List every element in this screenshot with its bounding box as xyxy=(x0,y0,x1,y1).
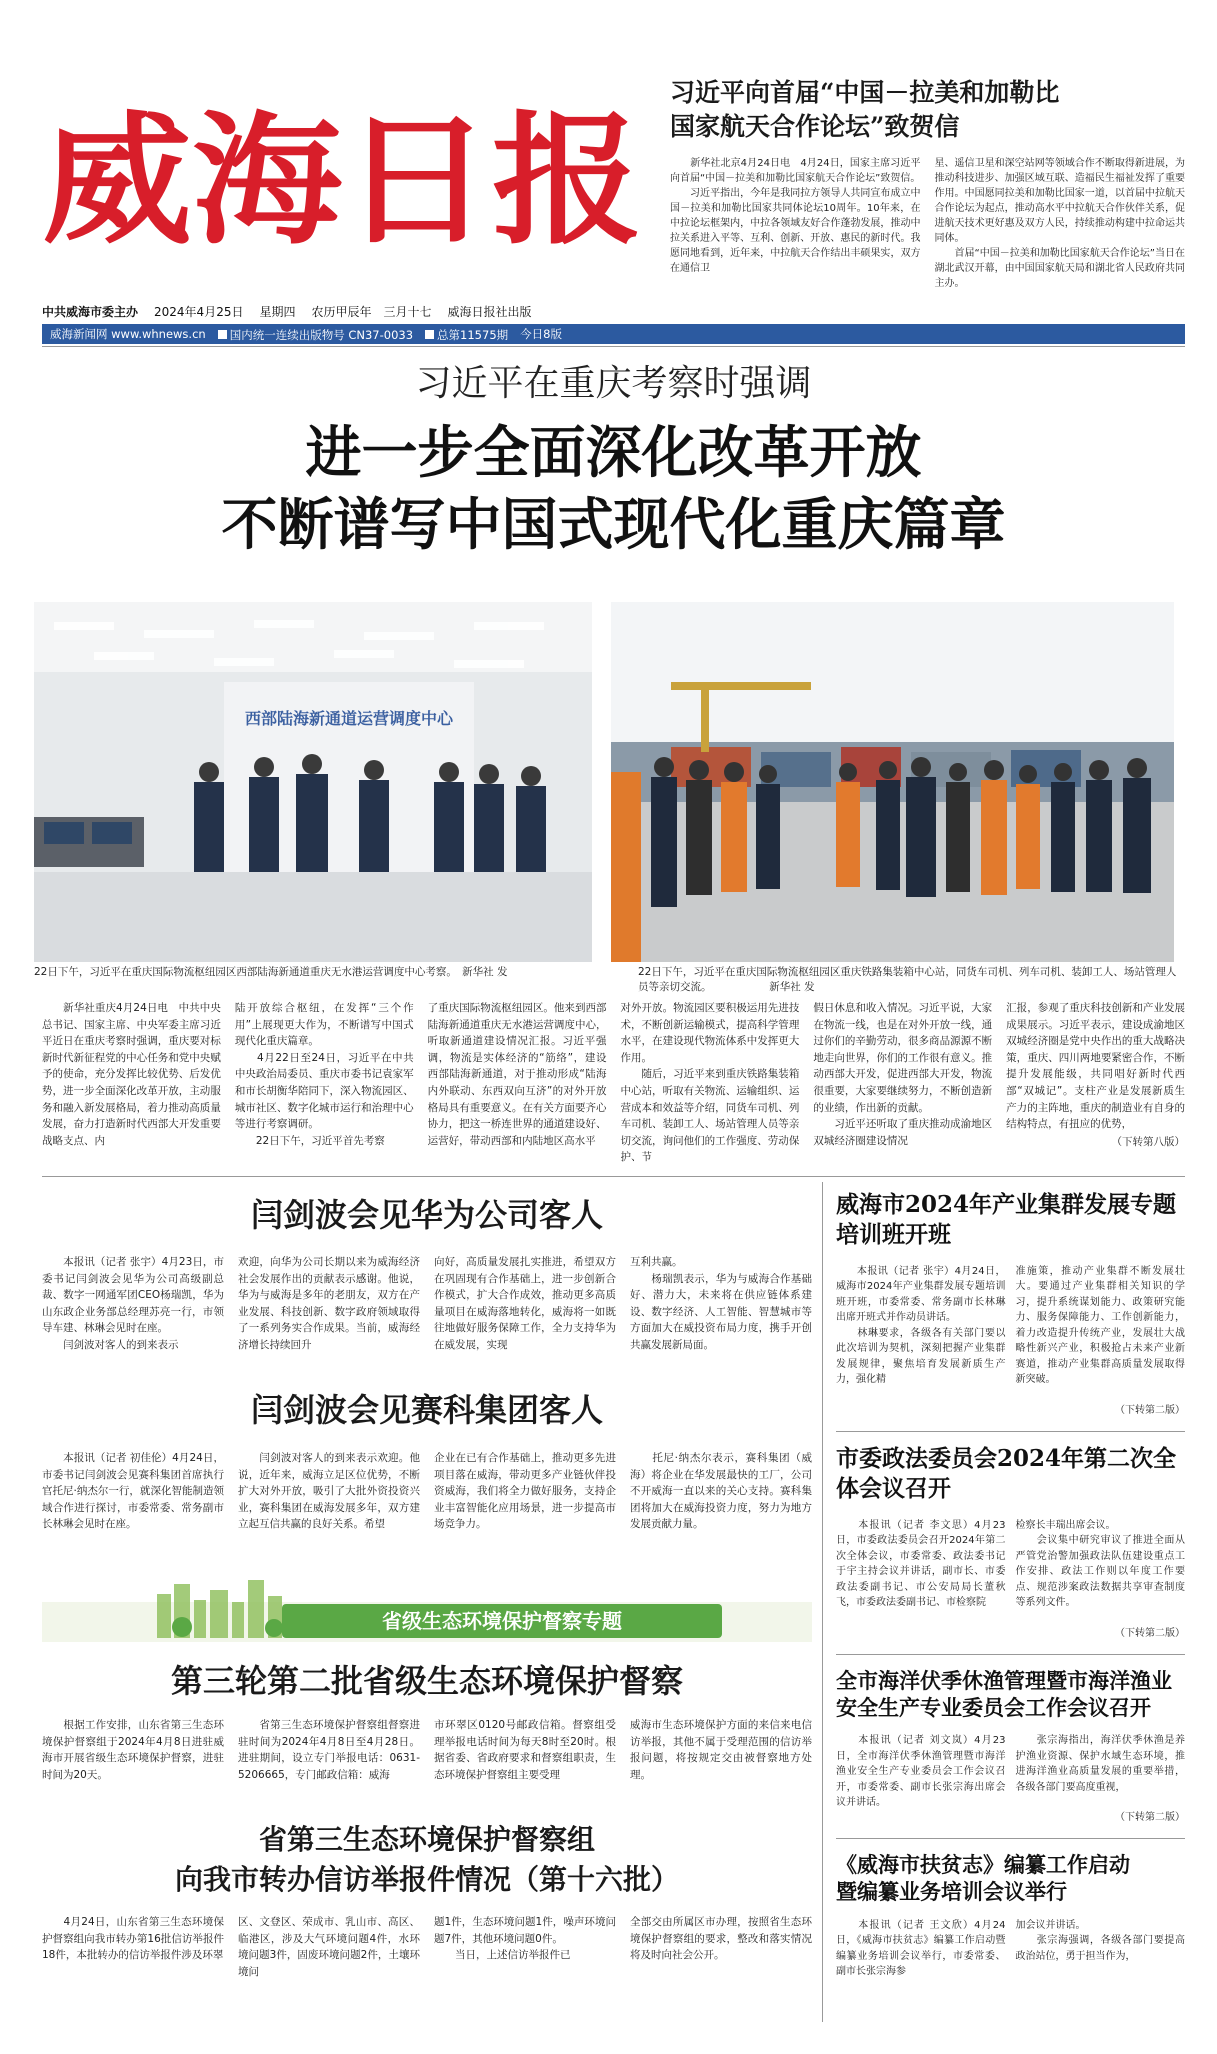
eco-headline: 第三轮第二批省级生态环境保护督察 xyxy=(170,1662,683,1700)
eco-body xyxy=(42,1717,812,1801)
eco-col-1: 根据工作安排，山东省第三生态环境保护督察组于2024年4月8日进驻威海市开展省级生态环境保护督察，进驻时间为20天。 xyxy=(42,1719,224,1781)
top-story xyxy=(670,76,1185,318)
divider xyxy=(836,1654,1185,1655)
lead-photo-2 xyxy=(611,602,1174,962)
lead-col-1: 新华社重庆4月24日电 中共中央总书记、国家主席、中央军委主席习近平近日在重庆考察时强调，重庆要对标新时代新征程党的中心任务和党中央赋予的使命，充分发挥比较优势、后发优势，进一步全面深化改革开放，主动服务和融入新发展格局，着力推动高质量发展，奋力打造新时代西部大开发重要战略支点、内 xyxy=(42,1002,221,1147)
fishing-headline: 全市海洋伏季休渔管理暨市海洋渔业安全生产专业委员会工作会议召开 xyxy=(836,1667,1172,1720)
lead-headline-1: 进一步全面深化改革开放 xyxy=(305,420,922,486)
eco-sub-col-2: 区、文登区、荣成市、乳山市、高区、临港区，涉及大气环境问题4件，水环境问题3件，固废环境问题2件，土壤环境问 xyxy=(238,1916,420,1978)
lead-photo-2-caption: 22日下午，习近平在重庆国际物流枢纽园区重庆铁路集装箱中心站，同货车司机、列车司机、装卸工人、场站管理人员等亲切交流。 新华社 发 xyxy=(638,966,1177,993)
top-story-col-2: 星、遥信卫星和深空站网等领域合作不断取得新进展，为推动科技进步、加强区域互联、造福民生福祉发挥了重要作用。中国愿同拉美和加勒比国家一道，以首届中拉航天合作论坛为起点，推动高水平中拉航天合作伙伴关系，促进航天技术更好惠及双方人民，持续推动构建中拉命运共同体。 首届“中国－拉美和加勒比国家航天合作论坛”当日在湖北武汉开幕，由中国国家航天局和湖北省人民政府共同主办。 xyxy=(934,158,1185,289)
date: 2024年4月25日 xyxy=(154,305,244,319)
issuer: 威海日报社出版 xyxy=(447,305,532,319)
masthead-logo xyxy=(42,70,652,270)
column-divider xyxy=(822,1182,823,2022)
eco-col-3: 市环翠区0120号邮政信箱。督察组受理举报电话时间为每天8时至20时。根据省委、省政府要求和督察组职责，生态环境保护督察组主要受理 xyxy=(434,1719,616,1781)
political-col-2: 检察长丰瑞出席会议。 会议集中研究审议了推进全面从严管党治警加强政法队伍建设重点工作安排、政法工作则以年度工作要点、规范涉案政法数据共享审查制度等系列文件。 xyxy=(1015,1519,1185,1609)
political-continued: （下转第二版） xyxy=(1115,1627,1185,1639)
weekday: 星期四 xyxy=(259,305,296,319)
industry-col-2: 准施策，推动产业集群不断发展壮大。要通过产业集群相关知识的学习，提升系统谋划能力、政策研究能力、服务保障能力、工作创新能力，着力改造提升传统产业，发展壮大战略性新兴产业，积极抢占未来产业新赛道，推动产业集群高质量发展取得新突破。 xyxy=(1015,1265,1185,1386)
thermo-col-1: 本报讯（记者 初佳伦）4月24日，市委书记闫剑波会见赛科集团首席执行官托尼·纳杰尔一行，就深化智能制造领域合作进行探讨，市委常委、常务副市长林琳会见时在座。 xyxy=(42,1452,224,1531)
lead-photo-1-caption: 22日下午，习近平在重庆国际物流枢纽园区西部陆海新通道重庆无水港运营调度中心考察。 新华社 发 xyxy=(34,966,508,978)
masthead-info-bar xyxy=(42,324,1185,344)
eco-sub-col-4: 全部交由所属区市办理，按照省生态环境保护督察组的要求，整改和落实情况将及时向社会公开。 xyxy=(630,1916,812,1962)
lunar-date: 农历甲辰年 三月十七 xyxy=(311,305,432,319)
huawei-col-2: 欢迎，向华为公司长期以来为威海经济社会发展作出的贡献表示感谢。他说，华为与威海是多年的老朋友，双方在产业发展、科技创新、数字政府领域取得了一系列务实合作成果。当前，威海经济增长持续回升 xyxy=(238,1256,420,1351)
industry-headline: 威海市2024年产业集群发展专题培训班开班 xyxy=(836,1191,1177,1248)
right-column xyxy=(836,1190,1185,1980)
lead-kicker: 习近平在重庆考察时强调 xyxy=(415,363,812,404)
huawei-headline: 闫剑波会见华为公司客人 xyxy=(250,1196,603,1234)
political-headline: 市委政法委员会2024年第二次全体会议召开 xyxy=(836,1444,1177,1502)
eco-sub-col-1: 4月24日，山东省第三生态环境保护督察组向我市转办第16批信访举报件18件，本批转办的信访举报件涉及环翠 xyxy=(42,1916,224,1962)
thermo-col-2: 闫剑波对客人的到来表示欢迎。他说，近年来，威海立足区位优势，不断扩大对外开放，吸引了大批外资投资兴业，赛科集团在威海发展多年，双方建立起互信共赢的良好关系。希望 xyxy=(238,1452,420,1531)
political-col-1: 本报讯（记者 李文思）4月23日，市委政法委员会召开2024年第二次全体会议，市委常委、政法委书记于宇主持会议并讲话，副市长、市委政法委副书记、市公安局局长董秋飞，市委政法委副书记、市检察院 xyxy=(836,1519,1006,1609)
poverty-col-1: 本报讯（记者 王文欣）4月24日，《威海市扶贫志》编纂工作启动暨编纂业务培训会议举行，市委常委、副市长张宗海参 xyxy=(836,1919,1006,1978)
website: 威海新闻网 www.whnews.cn xyxy=(50,327,206,341)
lead-photo-1 xyxy=(34,602,592,962)
lead-continued: （下转第八版） xyxy=(1111,1136,1185,1148)
huawei-col-4: 互利共赢。 杨瑞凯表示，华为与威海合作基础好、潜力大，未来将在供应链体系建设、数字经济、人工智能、智慧城市等方面加大在威投资布局力度，携手开创共赢发展新局面。 xyxy=(630,1256,812,1351)
thermo-col-3: 企业在已有合作基础上，推动更多先进项目落在威海，带动更多产业链伙伴投资威海，我们将全力做好服务，支持企业丰富智能化应用场景，进一步提高市场竞争力。 xyxy=(434,1452,616,1531)
huawei-col-1: 本报讯（记者 张宇）4月23日，市委书记闫剑波会见华为公司高级副总裁、数字一网通军团CEO杨瑞凯，华为山东政企业务部总经理苏亮一行，市领导车建、林琳会见时在座。 闫剑波对客人的到来表示 xyxy=(42,1256,224,1351)
square-bullet-icon xyxy=(425,330,434,339)
eco-sub-col-3: 题1件，生态环境问题1件，噪声环境问题7件，其他环境问题0件。 当日，上述信访举报件已 xyxy=(434,1916,616,1962)
masthead-calligraphy xyxy=(42,70,652,270)
eco-col-2: 省第三生态环境保护督察组督察进驻时间为2024年4月8日至4月28日。进驻期间，设立专门举报电话：0631-5206665，专门邮政信箱：威海 xyxy=(238,1719,420,1781)
huawei-body xyxy=(42,1254,812,1370)
cn-number: 国内统一连续出版物号 CN37-0033 xyxy=(229,328,414,342)
eco-sub-headline-1: 省第三生态环境保护督察组 xyxy=(258,1823,595,1856)
photo-1-sign: 西部陆海新通道运营调度中心 xyxy=(244,709,454,728)
huawei-col-3: 向好，高质量发展扎实推进，希望双方在巩固现有合作基础上，进一步创新合作模式，扩大合作成效，推动更多高质量项目在威海落地转化，威海将一如既往地做好服务保障工作，全力支持华为在威发展，实现 xyxy=(434,1256,616,1351)
thermo-headline: 闫剑波会见赛科集团客人 xyxy=(250,1391,603,1429)
divider xyxy=(836,1838,1185,1839)
lead-col-5: 假日休息和收入情况。习近平说，大家在物流一线，也是在对外开放一线，通过你们的辛勤劳动，很多商品源源不断地走向世界，你们的工作很有意义。推动西部大开发，促进西部大开发，物流很重要，大家要继续努力，不断创造新的业绩，作出新的贡献。 习近平还听取了重庆推动成渝地区双城经济圈建设情况 xyxy=(813,1002,993,1147)
industry-col-1: 本报讯（记者 张宇）4月24日，威海市2024年产业集群发展专题培训班开班，市委常委、常务副市长林琳出席开班式并作动员讲话。 林琳要求，各级各有关部门要以此次培训为契机，深刻把握产业集群发展规律，聚焦培育发展新质生产力，强化精 xyxy=(836,1265,1006,1386)
lead-headline-2: 不断谱写中国式现代化重庆篇章 xyxy=(221,492,1006,558)
top-story-title-2: 国家航天合作论坛”致贺信 xyxy=(670,112,960,141)
poverty-col-2: 加会议并讲话。 张宗海强调，各级各部门要提高政治站位，勇于担当作为， xyxy=(1015,1919,1185,1962)
fishing-continued: （下转第二版） xyxy=(1115,1812,1185,1824)
top-story-title-1: 习近平向首届“中国－拉美和加勒比 xyxy=(670,78,1060,107)
lead-body xyxy=(42,1000,1185,1164)
total-issue: 总第11575期 xyxy=(437,328,509,342)
fishing-col-1: 本报讯（记者 刘文岚）4月23日，全市海洋伏季休渔管理暨市海洋渔业安全生产专业委员会工作会议召开，市委常委、副市长张宗海出席会议并讲话。 xyxy=(836,1735,1006,1809)
industry-continued: （下转第二版） xyxy=(1115,1404,1185,1416)
divider xyxy=(836,1431,1185,1432)
top-story-col-1: 新华社北京4月24日电 4月24日，国家主席习近平向首届“中国－拉美和加勒比国家航天合作论坛”致贺信。 习近平指出，今年是我同拉方领导人共同宣布成立中国－拉美和加勒比国家共同体论坛10周年。10年来，在中拉论坛框架内，中拉各领域友好合作蓬勃发展，推动中拉关系进入平等、互利、创新、开放、惠民的新时代。我愿同地看到，近年来，中拉航天合作结出丰硕果实，双方在通信卫 xyxy=(670,158,921,274)
square-bullet-icon xyxy=(218,330,227,339)
thermo-col-4: 托尼·纳杰尔表示，赛科集团（威海）将企业在华发展最快的工厂，公司不开威海一直以来的关心支持。赛科集团将加大在威海投资力度，努力为地方发展贡献力量。 xyxy=(630,1452,812,1531)
lead-col-2: 陆开放综合枢纽，在发挥“三个作用”上展现更大作为，不断谱写中国式现代化重庆篇章。 4月22日至24日，习近平在中共中央政治局委员、重庆市委书记袁家军和市长胡衡华陪同下，深入物流园区、城市社区、数字化城市运行和治理中心等进行考察调研。 22日下午，习近平首先考察 xyxy=(234,1002,414,1147)
fishing-col-2: 张宗海指出，海洋伏季休渔是养护渔业资源、保护水域生态环境，推进海洋渔业高质量发展的重要举措，各级各部门要高度重视， xyxy=(1015,1735,1185,1793)
poverty-headline-1: 《威海市扶贫志》编纂工作启动 xyxy=(836,1852,1130,1878)
lead-col-4: 对外开放。物流园区要积极运用先进技术，不断创新运输模式，提高科学管理水平，在建设现代物流体系中发挥更大作用。 随后，习近平来到重庆铁路集装箱中心站，听取有关物流、运输组织、运营成本和效益等介绍，同货车司机、列车司机、装卸工人、场站管理人员等亲切交流，询问他们的工作强度、劳动保护、节 xyxy=(620,1002,800,1164)
eco-banner-label: 省级生态环境保护督察专题 xyxy=(382,1609,622,1633)
page-count: 今日8版 xyxy=(520,327,562,341)
thermo-body xyxy=(42,1450,812,1550)
logo-text: 威海日报 xyxy=(42,98,642,264)
divider xyxy=(42,346,1185,347)
eco-col-4: 威海市生态环境保护方面的来信来电信访举报，其他不属于受理范围的信访举报问题，将按规定交由被督察地方处理。 xyxy=(630,1719,812,1781)
divider xyxy=(42,1176,1185,1177)
eco-banner xyxy=(42,1572,812,1642)
publisher: 中共威海市委主办 xyxy=(42,305,139,319)
masthead-meta xyxy=(42,303,622,320)
eco-sub-headline-2: 向我市转办信访举报件情况（第十六批） xyxy=(174,1863,679,1896)
eco-sub-body xyxy=(42,1914,812,2014)
poverty-headline-2: 暨编纂业务培训会议举行 xyxy=(836,1879,1067,1905)
lead-col-6: 汇报，参观了重庆科技创新和产业发展成果展示。习近平表示，建设成渝地区双城经济圈是党中央作出的重大战略决策，重庆、四川两地要紧密合作，不断提升发展能级，共同唱好新时代西部“双城记”。支柱产业是发展新质生产力的主阵地，重庆的制造业有自身的结构特点，有扭应的优势， xyxy=(1006,1002,1185,1131)
lead-col-3: 了重庆国际物流枢纽园区。他来到西部陆海新通道重庆无水港运营调度中心，听取新通道建设情况汇报。习近平强调，物流是实体经济的“筋络”，建设西部陆海新通道，对于推动形成“陆海内外联动、东西双向互济”的对外开放格局具有重要意义。在有关方面要齐心协力，把这一桥连世界的通道建设好、运营好，带动西部和内陆地区高水平 xyxy=(427,1002,607,1147)
